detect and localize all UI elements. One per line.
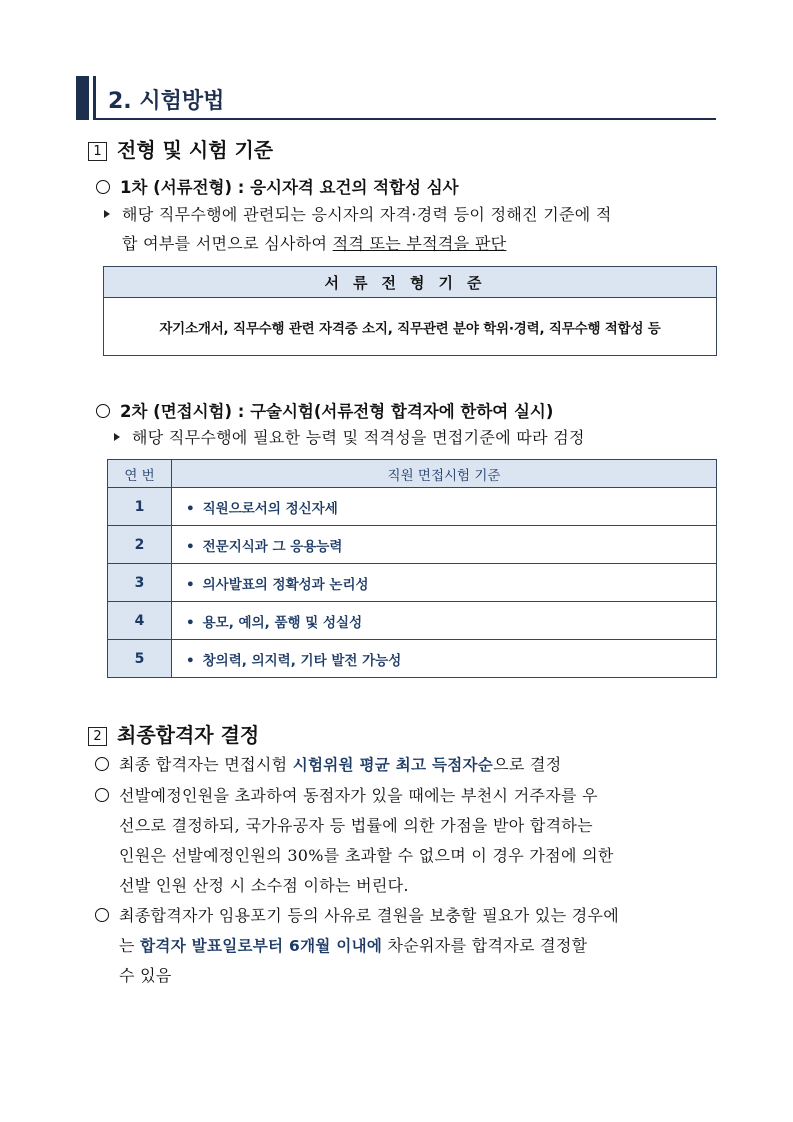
bullet-dot-icon: • <box>186 500 195 517</box>
step1-line1-text: 해당 직무수행에 관련되는 응시자의 자격·경력 등이 정해진 기준에 적 <box>122 205 612 224</box>
heading-text: 최종합격자 결정 <box>117 723 260 747</box>
bullet-dot-icon: • <box>186 576 195 593</box>
table-row <box>108 564 717 602</box>
heading-final-decision <box>88 719 259 748</box>
p3-line1-text: 최종합격자가 임용포기 등의 사유로 결원을 보충할 필요가 있는 경우에 <box>119 906 620 925</box>
interview-criteria-table <box>107 459 717 678</box>
p3-line2-pre: 는 <box>119 936 141 955</box>
bullet-dot-icon: • <box>186 652 195 669</box>
row-criterion-text: 의사발표의 정확성과 논리성 <box>202 576 369 593</box>
bullet-dot-icon: • <box>186 538 195 555</box>
row-criterion <box>172 526 717 564</box>
row-number: 5 <box>108 640 172 678</box>
step1-title-text: 1차 (서류전형) : 응시자격 요건의 적합성 심사 <box>120 178 459 197</box>
heading-number-box: 1 <box>88 142 107 161</box>
step1-line2-underlined: 적격 또는 부적격을 판단 <box>332 234 507 253</box>
step2-line1-text: 해당 직무수행에 필요한 능력 및 적격성을 면접기준에 따라 검정 <box>132 428 585 447</box>
row-number: 2 <box>108 526 172 564</box>
p2-line3: 인원은 선발예정인원의 30%를 초과할 수 없으며 이 경우 가점에 의한 <box>119 846 614 865</box>
triangle-bullet-icon <box>104 210 110 218</box>
heading-selection-criteria <box>88 134 273 163</box>
row-number: 3 <box>108 564 172 602</box>
final-paragraph-2 <box>95 781 719 901</box>
table-row <box>108 526 717 564</box>
p1-text-end: 으로 결정 <box>493 755 562 774</box>
table1-header: 서류전형기준 <box>104 267 717 298</box>
table-row <box>108 488 717 526</box>
step1-line2 <box>122 229 506 258</box>
section-title-text: 2. 시험방법 <box>108 89 225 114</box>
step1-title <box>96 174 459 198</box>
step2-line1 <box>114 423 585 452</box>
circle-bullet-icon <box>95 908 109 922</box>
circle-bullet-icon <box>96 404 110 418</box>
table2-col2-header: 직원 면접시험 기준 <box>172 460 717 488</box>
section-title <box>76 76 716 120</box>
triangle-bullet-icon <box>114 433 120 441</box>
row-criterion-text: 창의력, 의지력, 기타 발전 가능성 <box>202 652 402 669</box>
document-screening-table <box>103 266 717 356</box>
title-underline <box>96 118 716 120</box>
p2-line1-text: 선발예정인원을 초과하여 동점자가 있을 때에는 부천시 거주자를 우 <box>119 786 598 805</box>
circle-bullet-icon <box>95 757 109 771</box>
heading-number-box: 2 <box>88 727 107 746</box>
p2-line4: 선발 인원 산정 시 소수점 이하는 버린다. <box>119 876 409 895</box>
step1-line2-text: 합 여부를 서면으로 심사하여 <box>122 234 333 253</box>
final-paragraph-1 <box>95 750 719 780</box>
final-paragraph-3 <box>95 901 719 991</box>
row-criterion-text: 직원으로서의 정신자세 <box>202 500 338 517</box>
row-criterion <box>172 564 717 602</box>
bullet-dot-icon: • <box>186 614 195 631</box>
step1-line1 <box>104 200 612 229</box>
title-bar-thin <box>93 76 96 120</box>
p1-text: 최종 합격자는 면접시험 <box>119 755 293 774</box>
p1-highlight: 시험위원 평균 최고 득점자순 <box>292 756 494 774</box>
p3-line3: 수 있음 <box>119 966 172 985</box>
heading-text: 전형 및 시험 기준 <box>117 138 274 162</box>
p3-line1 <box>95 901 719 931</box>
p3-line2-post: 차순위자를 합격자로 결정할 <box>382 936 588 955</box>
table2-col1-header: 연 번 <box>108 460 172 488</box>
p3-highlight: 합격자 발표일로부터 6개월 이내에 <box>140 937 383 955</box>
p2-line1 <box>95 781 719 811</box>
step2-title-text: 2차 (면접시험) : 구술시험(서류전형 합격자에 한하여 실시) <box>120 402 554 421</box>
title-bar-thick <box>76 76 89 120</box>
p2-line2: 선으로 결정하되, 국가유공자 등 법률에 의한 가점을 받아 합격하는 <box>119 816 593 835</box>
row-number: 4 <box>108 602 172 640</box>
row-criterion <box>172 488 717 526</box>
row-criterion <box>172 602 717 640</box>
table-row <box>108 640 717 678</box>
circle-bullet-icon <box>96 180 110 194</box>
row-criterion-text: 용모, 예의, 품행 및 성실성 <box>202 614 363 631</box>
table1-body: 자기소개서, 직무수행 관련 자격증 소지, 직무관련 분야 학위·경력, 직무수행 적합성 등 <box>104 298 717 356</box>
p3-line2 <box>95 931 719 961</box>
row-criterion <box>172 640 717 678</box>
row-criterion-text: 전문지식과 그 응용능력 <box>202 538 343 555</box>
step2-title <box>96 398 553 422</box>
table-row <box>108 602 717 640</box>
row-number: 1 <box>108 488 172 526</box>
circle-bullet-icon <box>95 788 109 802</box>
